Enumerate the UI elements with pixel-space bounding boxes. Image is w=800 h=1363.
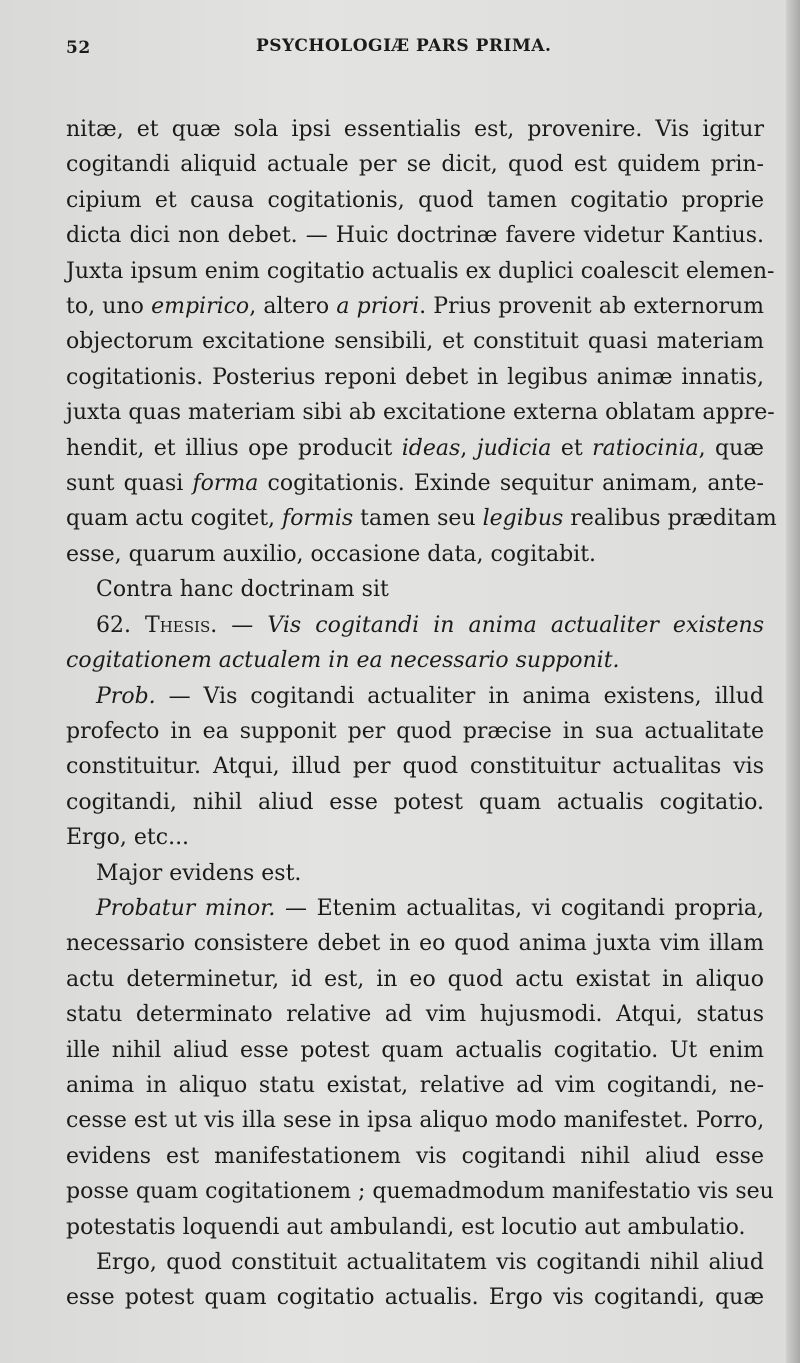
running-title: PSYCHOLOGIÆ PARS PRIMA. xyxy=(256,36,552,56)
text-line: cesse est ut vis illa sese in ipsa aliquo modo manifestet. Porro, xyxy=(66,1108,765,1134)
text-line: cogitationis. Posterius reponi debet in legibus animæ innatis, xyxy=(66,364,764,390)
text-line: anima in aliquo statu existat, relative ad vim cogitandi, ne- xyxy=(66,1072,764,1098)
text-line: constituitur. Atqui, illud per quod constituitur actualitas vis xyxy=(66,754,764,780)
text-line: cogitandi, nihil aliud esse potest quam actualis cogitatio. xyxy=(66,789,764,815)
body-text xyxy=(66,112,777,1316)
text-line: Prob. — Vis cogitandi actualiter in anima existens, illud xyxy=(96,683,764,709)
page-edge-shadow xyxy=(786,0,800,1363)
text-line: cogitandi aliquid actuale per se dicit, quod est quidem prin- xyxy=(66,152,764,178)
text-line: cipium et causa cogitationis, quod tamen cogitatio proprie xyxy=(66,187,764,213)
text-line: Probatur minor. — Etenim actualitas, vi cogitandi propria, xyxy=(96,895,765,921)
text-line: Juxta ipsum enim cogitatio actualis ex duplici coalescit elemen- xyxy=(66,258,775,284)
text-line: actu determinetur, id est, in eo quod actu existat in aliquo xyxy=(66,966,764,992)
text-line: evidens est manifestationem vis cogitandi nihil aliud esse xyxy=(66,1143,764,1169)
running-header xyxy=(66,30,764,66)
text-line: quam actu cogitet, formis tamen seu legibus realibus præditam xyxy=(66,506,777,532)
text-line: necessario consistere debet in eo quod anima juxta vim illam xyxy=(66,931,764,957)
text-line: Contra hanc doctrinam sit xyxy=(96,577,389,603)
text-line: nitæ, et quæ sola ipsi essentialis est, provenire. Vis igitur xyxy=(66,117,764,142)
text-line: ille nihil aliud esse potest quam actualis cogitatio. Ut enim xyxy=(66,1037,764,1063)
text-line: cogitationem actualem in ea necessario supponit. xyxy=(66,648,620,674)
text-line: Major evidens est. xyxy=(96,860,302,886)
text-line: 62. Thesis. — Vis cogitandi in anima actualiter existens xyxy=(96,612,765,638)
text-line: profecto in ea supponit per quod præcise in sua actualitate xyxy=(66,718,764,744)
text-line: posse quam cogitationem ; quemadmodum manifestatio vis seu xyxy=(66,1179,774,1205)
text-line: Ergo, etc... xyxy=(66,825,190,851)
text-line: dicta dici non debet. — Huic doctrinæ favere videtur Kantius. xyxy=(66,223,764,249)
text-line: esse, quarum auxilio, occasione data, cogitabit. xyxy=(66,541,597,567)
text-line: objectorum excitatione sensibili, et constituit quasi materiam xyxy=(66,329,764,355)
text-line: potestatis loquendi aut ambulandi, est locutio aut ambulatio. xyxy=(66,1214,746,1240)
text-line: to, uno empirico, altero a priori. Prius provenit ab externorum xyxy=(66,294,764,320)
text-line: statu determinato relative ad vim hujusmodi. Atqui, status xyxy=(66,1002,764,1028)
text-line: Ergo, quod constituit actualitatem vis cogitandi nihil aliud xyxy=(96,1250,764,1275)
page-number: 52 xyxy=(66,38,91,58)
text-line: esse potest quam cogitatio actualis. Ergo vis cogitandi, quæ xyxy=(66,1285,764,1311)
text-line: juxta quas materiam sibi ab excitatione externa oblatam appre- xyxy=(66,400,775,426)
text-line: hendit, et illius ope producit ideas, judicia et ratiocinia, quæ xyxy=(66,435,764,461)
text-line: sunt quasi forma cogitationis. Exinde sequitur animam, ante- xyxy=(66,471,764,497)
